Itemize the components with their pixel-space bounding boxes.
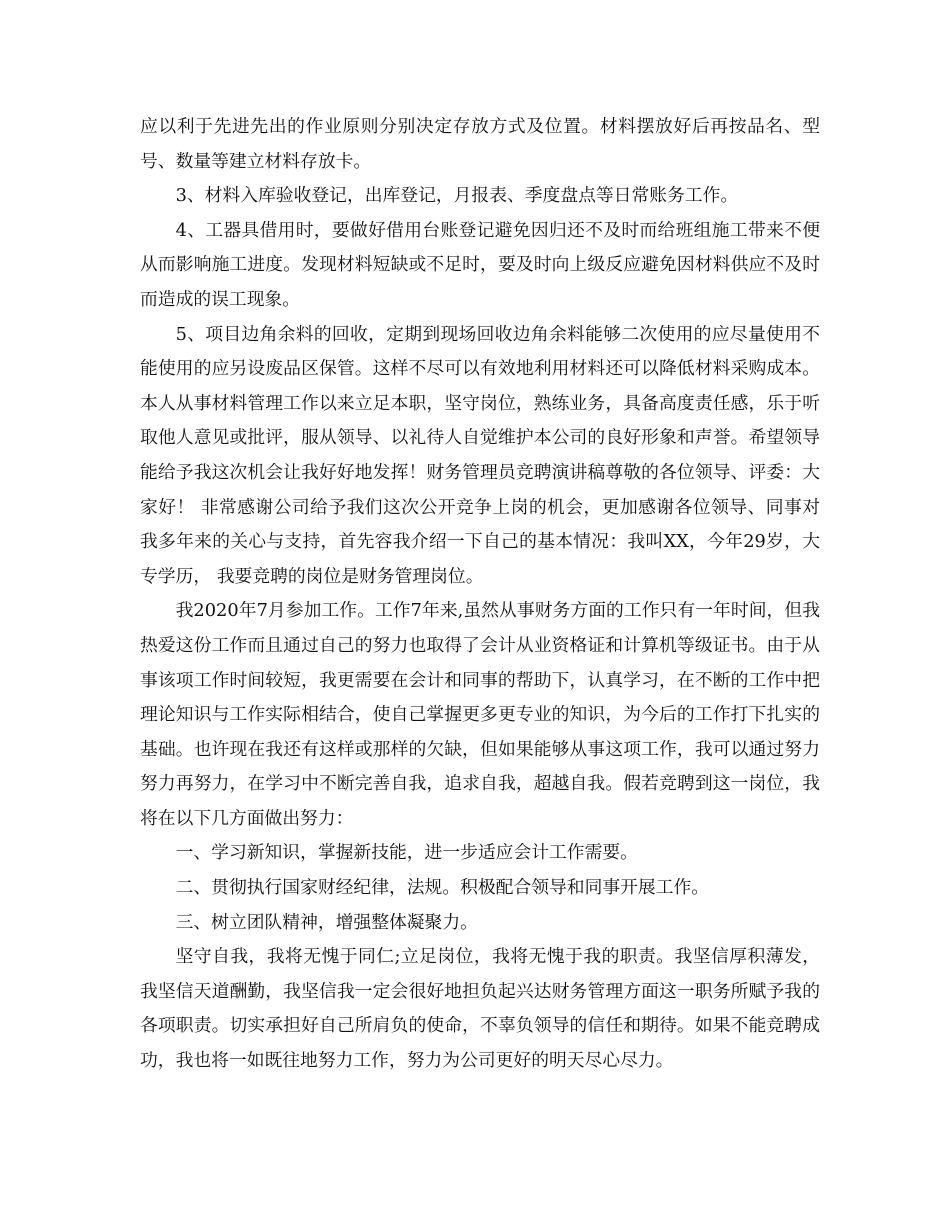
list-item: 二、贯彻执行国家财经纪律，法规。积极配合领导和同事开展工作。 [175, 877, 710, 899]
document-page [140, 110, 820, 1079]
paragraph: 3、材料入库验收登记，出库登记，月报表、季度盘点等日常账务工作。 [175, 185, 739, 207]
paragraph: 我2020年7月参加工作。工作7年来,虽然从事财务方面的工作只有一年时间，但我热爱这份工作而且通过自己的努力也取得了会计从业资格证和计算机等级证书。由于从事该项工作时间较短，我更需要在会计和同事的帮助下，认真学习，在不断的工作中把理论知识与工作实际相结合，使自己掌握更多更专业的知识，为今后的工作打下扎实的基础。也许现在我还有这样或那样的欠缺，但如果能够从事这项工作，我可以通过努力努力再努力，在学习中不断完善自我，追求自我，超越自我。假若竞聘到这一岗位，我将在以下几方面做出努力： [140, 600, 820, 829]
paragraph: 5、项目边角余料的回收，定期到现场回收边角余料能够二次使用的应尽量使用不能使用的应另设废品区保管。这样不尽可以有效地利用材料还可以降低材料采购成本。本人从事材料管理工作以来立足本职，坚守岗位，熟练业务，具备高度责任感，乐于听取他人意见或批评，服从领导、以礼待人自觉维护本公司的良好形象和声誉。希望领导能给予我这次机会让我好好地发挥！财务管理员竞聘演讲稿尊敬的各位领导、评委：大家好！ 非常感谢公司给予我们这次公开竞争上岗的机会，更加感谢各位领导、同事对我多年来的关心与支持，首先容我介绍一下自己的基本情况：我叫XX，今年29岁，大专学历， 我要竞聘的岗位是财务管理岗位。 [140, 323, 820, 587]
list-item: 三、树立团队精神，增强整体凝聚力。 [175, 911, 478, 933]
paragraph: 4、工器具借用时，要做好借用台账登记避免因归还不及时而给班组施工带来不便从而影响施工进度。发现材料短缺或不足时，要及时向上级反应避免因材料供应不及时而造成的误工现象。 [140, 219, 820, 310]
list-item: 一、学习新知识，掌握新技能，进一步适应会计工作需要。 [175, 842, 638, 864]
paragraph: 应以利于先进先出的作业原则分别决定存放方式及位置。材料摆放好后再按品名、型号、数量等建立材料存放卡。 [140, 116, 820, 172]
paragraph: 坚守自我，我将无愧于同仁;立足岗位，我将无愧于我的职责。我坚信厚积薄发，我坚信天道酬勤，我坚信我一定会很好地担负起兴达财务管理方面这一职务所赋予我的各项职责。切实承担好自己所肩负的使命，不辜负领导的信任和期待。如果不能竞聘成功，我也将一如既往地努力工作，努力为公司更好的明天尽心尽力。 [140, 946, 820, 1072]
